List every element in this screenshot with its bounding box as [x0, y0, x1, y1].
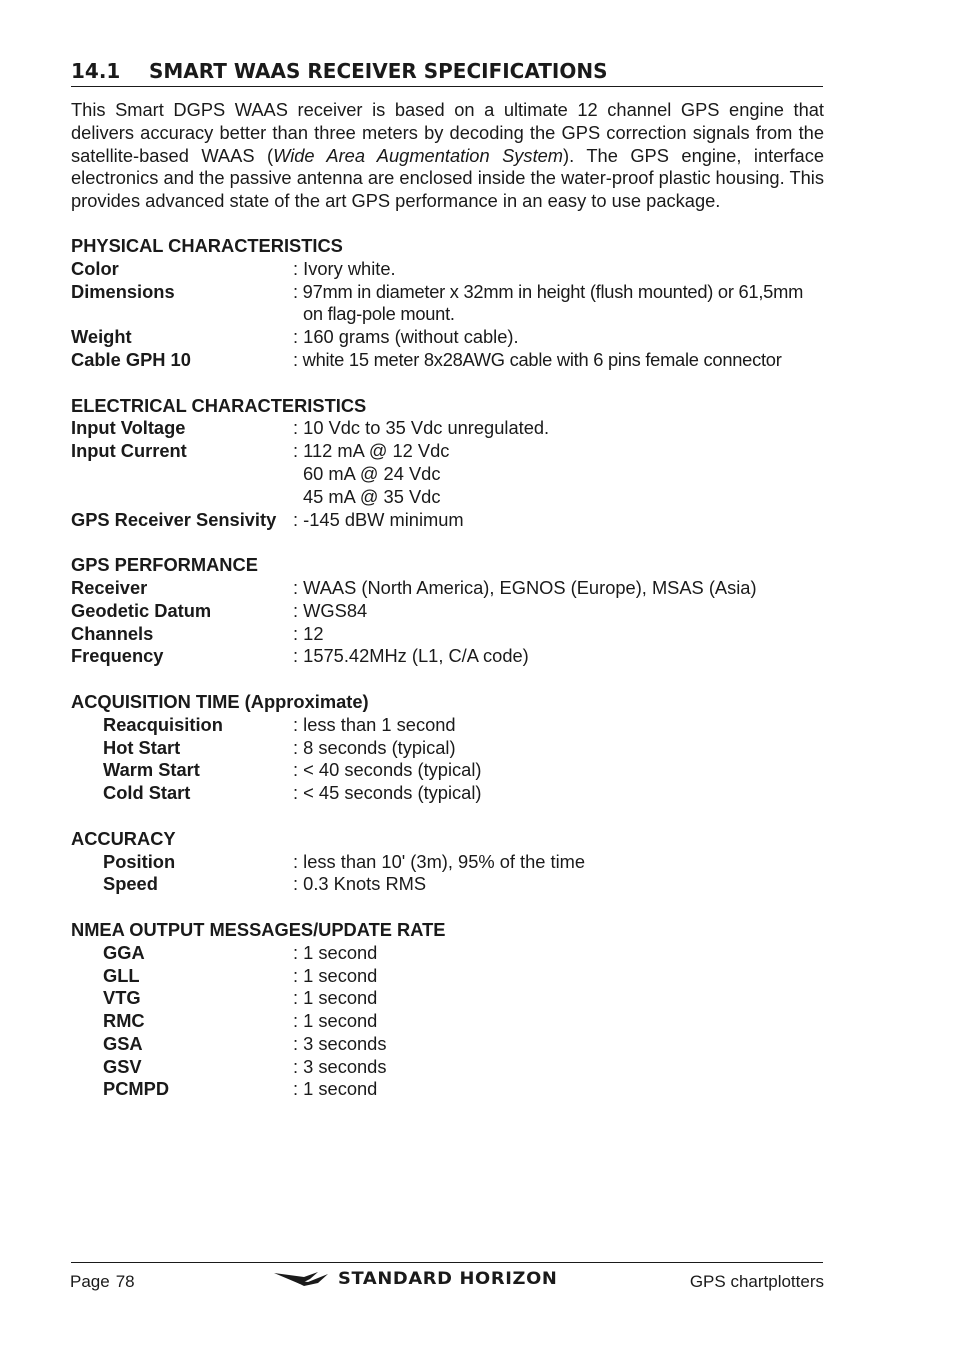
spec-row [71, 965, 831, 988]
spec-value [293, 281, 831, 327]
spec-row [71, 349, 831, 372]
spec-value: : 1 second [293, 941, 378, 963]
physical-section-title: PHYSICAL CHARACTERISTICS [71, 235, 343, 256]
spec-value: : -145 dBW minimum [293, 508, 464, 530]
spec-value: : 12 [293, 622, 324, 644]
spec-row [71, 1056, 831, 1079]
standard-horizon-wing-logo-icon [274, 1271, 330, 1287]
spec-label: Frequency [71, 645, 164, 667]
spec-row [71, 873, 831, 896]
spec-label: Color [71, 257, 119, 279]
spec-label: Cold Start [103, 782, 191, 804]
spec-value: : Ivory white. [293, 257, 396, 279]
section-number: 14.1 [71, 59, 121, 83]
spec-value: : 1 second [293, 964, 378, 986]
spec-label: Geodetic Datum [71, 599, 212, 621]
section-heading [71, 58, 823, 87]
spec-label: GGA [103, 941, 145, 963]
brand-name: STANDARD HORIZON [338, 1269, 558, 1289]
spec-value: : 1 second [293, 1010, 378, 1032]
electrical-characteristics-section [71, 395, 831, 532]
spec-value: : white 15 meter 8x28AWG cable with 6 pins female connector [293, 348, 782, 370]
spec-label: Channels [71, 622, 154, 644]
electrical-section-title: ELECTRICAL CHARACTERISTICS [71, 394, 367, 416]
accuracy-section [71, 828, 831, 896]
page-footer [70, 1270, 824, 1296]
spec-row [71, 759, 831, 782]
spec-row [71, 942, 831, 965]
spec-row [71, 1078, 831, 1101]
spec-label: Speed [103, 873, 158, 895]
nmea-section-title: NMEA OUTPUT MESSAGES/UPDATE RATE [71, 918, 446, 940]
spec-row [71, 987, 831, 1010]
spec-row [71, 737, 831, 760]
spec-value-line: : 97mm in diameter x 32mm in height (flush mounted) or 61,5mm [293, 280, 804, 302]
page-label: Page [70, 1272, 110, 1291]
spec-value: : 1575.42MHz (L1, C/A code) [293, 645, 529, 667]
spec-value: : 1 second [293, 987, 378, 1009]
spec-label: Weight [71, 326, 132, 348]
acquisition-section-title: ACQUISITION TIME (Approximate) [71, 690, 369, 712]
spec-value: : WAAS (North America), EGNOS (Europe), MSAS (Asia) [293, 576, 757, 598]
footer-product-text: GPS chartplotters [689, 1272, 824, 1291]
spec-value: : < 45 seconds (typical) [293, 782, 482, 804]
spec-row [71, 326, 831, 349]
spec-value: : 1 second [293, 1078, 378, 1100]
page-number: 78 [115, 1272, 135, 1291]
spec-value-line: : 112 mA @ 12 Vdc [293, 440, 450, 462]
spec-row [71, 258, 831, 281]
section-title: SMART WAAS RECEIVER SPECIFICATIONS [149, 59, 608, 83]
intro-text-end: ). The GPS engine, interface electronics and the passive antenna are enclosed inside the water-proof plastic housing. This provides advanced state of the art GPS performance in an easy to use package. [71, 144, 824, 212]
spec-label: GSA [103, 1032, 143, 1054]
spec-label: Dimensions [71, 280, 175, 302]
spec-value: : 160 grams (without cable). [293, 326, 519, 348]
spec-label: Input Current [71, 440, 187, 462]
footer-divider [71, 1262, 823, 1263]
performance-section-title: GPS PERFORMANCE [71, 554, 258, 576]
acquisition-time-section [71, 691, 831, 805]
accuracy-section-title: ACCURACY [71, 827, 176, 849]
spec-label: GLL [103, 964, 140, 986]
spec-value: : 3 seconds [293, 1032, 387, 1054]
spec-row [71, 782, 831, 805]
spec-value-line: 60 mA @ 24 Vdc [303, 462, 441, 484]
spec-label: Input Voltage [71, 417, 186, 439]
brand-logo [274, 1268, 558, 1290]
spec-value: : 10 Vdc to 35 Vdc unregulated. [293, 417, 550, 439]
gps-performance-section [71, 554, 831, 668]
spec-row [71, 281, 831, 327]
spec-value: : < 40 seconds (typical) [293, 759, 482, 781]
spec-row [71, 600, 831, 623]
spec-row [71, 714, 831, 737]
spec-row [71, 509, 831, 532]
spec-value: : 8 seconds (typical) [293, 736, 456, 758]
spec-label: Reacquisition [103, 713, 223, 735]
spec-row [71, 440, 831, 508]
spec-label: Receiver [71, 576, 148, 598]
physical-characteristics-section [71, 235, 831, 372]
spec-row [71, 645, 831, 668]
page-number-label [70, 1271, 135, 1293]
spec-row [71, 1010, 831, 1033]
spec-label: Hot Start [103, 736, 181, 758]
spec-label: PCMPD [103, 1078, 170, 1100]
spec-row [71, 623, 831, 646]
spec-value [293, 440, 831, 508]
spec-label: Warm Start [103, 759, 200, 781]
intro-text-start: This Smart DGPS WAAS receiver is based on a ultimate 12 channel GPS engine that delivers accuracy better than three meters by decoding the GPS correction signals from the satellite-based WAAS ( [71, 99, 824, 166]
spec-row [71, 851, 831, 874]
intro-paragraph [71, 99, 824, 213]
spec-value: : 0.3 Knots RMS [293, 873, 427, 895]
spec-label: GPS Receiver Sensivity [71, 508, 277, 530]
spec-label: Position [103, 850, 176, 872]
spec-value: : WGS84 [293, 599, 368, 621]
spec-value-line: on flag-pole mount. [303, 303, 455, 325]
spec-label: Cable GPH 10 [71, 348, 191, 370]
spec-value: : 3 seconds [293, 1055, 387, 1077]
spec-value-line: 45 mA @ 35 Vdc [303, 485, 441, 507]
spec-label: GSV [103, 1055, 142, 1077]
spec-label: VTG [103, 987, 141, 1009]
spec-label: RMC [103, 1010, 145, 1032]
intro-text-italic: Wide Area Augmentation System [273, 144, 564, 166]
nmea-output-section [71, 919, 831, 1101]
spec-value: : less than 1 second [293, 713, 456, 735]
spec-value: : less than 10' (3m), 95% of the time [293, 850, 586, 872]
spec-row [71, 577, 831, 600]
spec-row [71, 1033, 831, 1056]
specifications [71, 235, 831, 1124]
spec-row [71, 417, 831, 440]
